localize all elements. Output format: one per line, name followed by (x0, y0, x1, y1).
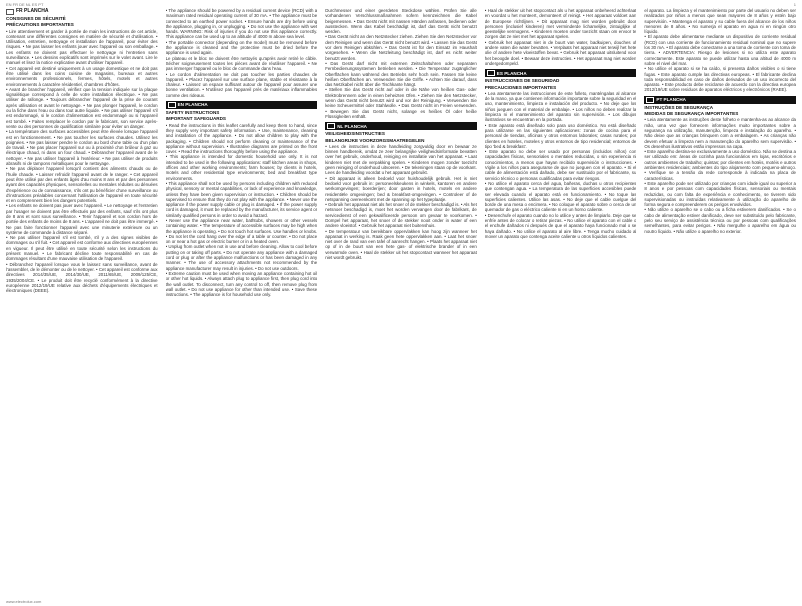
paragraph: • Desenchufe el aparato cuando no lo utilice y antes de limpiarlo. Deje que se enfríe antes de colocar o retirar piezas. • No utilice el aparato con el cable o el enchufe dañados ni después de que el aparato haya funcionado mal o se haya dañado. • No utilice el aparato al aire libre. • Tenga mucho cuidado al mover un aparato que contenga aceite caliente u otros líquidos calientes. (484, 212, 637, 239)
paragraph: • The portable connector (depending on the model) must be removed before the appliance is cleaned and the protective must be dried before the appliance is used again. (165, 39, 318, 56)
paragraph: • Leia atentamente as instruções deste folheto e mantenha-as ao alcance da mão, uma vez que fornecem informações muito importantes sobre a segurança na utilização, manutenção, limpeza e instalação do aparelho. • Não deixe que as crianças brinquem com a embalagem. • As crianças não devem efetuar a limpeza nem a manutenção do aparelho sem supervisão. • Os desenhos ilustrativos estão impressos na capa. (644, 117, 796, 149)
flag-icon (327, 123, 335, 129)
subheading: MEDIDAS DE SEGURANÇA IMPORTANTES (644, 111, 739, 117)
paragraph: • No utilice el aparato cerca del agua, bañeras, duchas u otros recipientes que contengan agua. • La temperatura de las superficies accesibles puede ser elevada cuando el aparato está en funcionamiento. • No toque las superficies calientes. Utilice las asas. • No deje que el cable cuelgue del borde de una mesa o encimera. • No coloque el aparato sobre o cerca de un quemador de gas o eléctrico caliente ni en un horno caliente. (484, 180, 637, 213)
paragraph: • Ne pas utiliser l'appareil s'il est tombé, s'il y a des signes visibles de dommages ou s'il fuit. • Cet appareil est conforme aux directives européennes en vigueur. Il peut être utilisé en toute sécurité selon les instructions du présent manuel. • Le fabricant décline toute responsabilité en cas de dommages résultant d'une mauvaise utilisation de l'appareil. (6, 235, 158, 262)
paragraph: • No utilice el aparato si se ha caído, si presenta daños visibles o si tiene fugas. • Este aparato cumple las directivas europeas. • El fabricante declina toda responsabilidad en caso de daños derivados de un uso incorrecto del aparato. • Este producto debe reciclarse de acuerdo con la directiva europea 2012/19/UE sobre residuos de aparatos eléctricos y electrónicos (RAEE). (644, 66, 796, 93)
paragraph: • This appliance is intended for domestic household use only. It is not intended to be used in the following applications: staff kitchen areas in shops, offices and other working environments; farm houses; by clients in hotels, motels and other residential type environments; bed and breakfast type environments. (165, 154, 318, 181)
paragraph: • Lire attentivement et garder à portée de main les instructions de cet article, contenant une différentes consignes en matière de sécurité et d'utilisation. • Utilisation, entretien, nettoyage et installation de l'appareil, pour éviter des risques. • Ne pas laisser les enfants jouer avec l'appareil ou son emballage. • Les enfants ne doivent pas effectuer le nettoyage ni l'entretien sans surveillance. • Les dessins explicatifs sont imprimés sur le volet avant. Lire le manuel et lisez la notice explicative avant d'utiliser l'appareil. (6, 28, 158, 66)
paragraph: • Gebruik het apparaat niet in de buurt van water, badkuipen, douches of andere vaten die water bevatten. • Verplaats het apparaat niet terwijl het hete olie of andere hete vloeistoffen bevat. • Gebruik het apparaat uitsluitend voor het beoogde doel. • Bewaar deze instructies. • Het apparaat mag niet worden ondergedompeld. (484, 39, 637, 66)
paragraph: • La température des surfaces accessibles peut être élevée lorsque l'appareil est en fonctionnement. • Ne pas toucher les surfaces chaudes. Utilisez les poignées. • Ne pas laisser pendre le cordon au bord d'une table ou d'un plan de travail. • Ne pas placer l'appareil sur ou à proximité d'un brûleur à gaz ou électrique chaud, ni dans un four chaud. • Débrancher l'appareil avant de le nettoyer. • Ne pas utiliser l'appareil à l'extérieur. • Ne pas utiliser de produits abrasifs ni de tampons métalliques pour le nettoyage. (6, 129, 158, 167)
flag-icon (6, 9, 14, 15)
text-column-5 (644, 8, 796, 602)
paragraph: • Never use the appliance near water, bathtubs, showers or other vessels containing water. • The temperature of accessible surfaces may be high when the appliance is operating. • Do not touch hot surfaces. Use handles or knobs. • Do not let the cord hang over the edge of a table or counter. • Do not place on or near a hot gas or electric burner or in a heated oven. (165, 217, 318, 245)
paragraph: • El aparato debe alimentarse mediante un dispositivo de corriente residual (RCD) con una corriente de funcionamiento residual nominal que no supere los 30 mA. • El aparato debe conectarse a una toma de corriente con toma de tierra. • ADVERTENCIA: Riesgo de lesiones si no utiliza este aparato correctamente. Este aparato se puede utilizar hasta una altitud de 4000 m sobre el nivel del mar. (644, 34, 796, 66)
paragraph: • Stellen Sie das Gerät nicht auf oder in die Nähe von heißen Gas- oder Elektrobrennern oder in einen beheizten Ofen. • Ziehen Sie den Netzstecker, wenn das Gerät nicht benutzt wird und vor der Reinigung. • Verwenden Sie keine Scheuermittel oder Stahlwolle. • Das Gerät nicht im Freien verwenden. • Bewegen Sie das Gerät nicht, solange es heißes Öl oder heiße Flüssigkeiten enthält. (325, 87, 477, 119)
subheading: INSTRUÇÕES DE SEGURANÇA (644, 104, 714, 110)
section-title: ES PLANCHA (496, 70, 527, 76)
paragraph: • Este aparelho pode ser utilizado por crianças com idade igual ou superior a 8 anos e por pessoas com capacidades físicas, sensoriais ou mentais reduzidas, ou com falta de experiência e conhecimento, se tiverem sido supervisionadas ou instruídas relativamente à utilização do aparelho de forma segura e compreenderem os perigos envolvidos. (644, 180, 796, 208)
page-footer: www.electrolux.com (6, 599, 42, 604)
section-title: PT PLANCHA (656, 97, 686, 103)
paragraph: • Cet appareil est destiné uniquement à un usage domestique et ne doit pas être utilisé dans les coins cuisine de magasins, bureaux et autres environnements professionnels, fermes, hôtels, motels et autres environnements à caractère résidentiel, chambres d'hôtes. (6, 65, 158, 87)
language-section-band (644, 96, 796, 104)
language-section-band (166, 101, 318, 109)
paragraph: • Este aparelho destina-se exclusivamente a uso doméstico. Não se destina a ser utilizado em: áreas de cozinha para funcionários em lojas, escritórios e outros ambientes de trabalho; quintas; por clientes em hotéis, motéis e outros ambientes residenciais; ambientes do tipo alojamento com pequeno-almoço. • Verifique se a tensão da rede corresponde à indicada na placa de características. (644, 149, 796, 181)
page-number: 1 (793, 2, 796, 7)
paragraph: • Das Gerät darf nicht mit externen Zeitschaltuhren oder separaten Fernbedienungssystemen betrieben werden. • Die Temperatur zugänglicher Oberflächen kann während des Betriebs sehr hoch sein. Fassen Sie keine heißen Oberflächen an. Verwenden Sie die Griffe. • Achten Sie darauf, dass das Netzkabel nicht über die Tischkante hängt. (325, 60, 477, 88)
paragraph: • Unplug from outlet when not in use and before cleaning. Allow to cool before putting on or taking off parts. • Do not operate any appliance with a damaged cord or plug or after the appliance malfunctions or has been damaged in any manner. • The use of accessory attachments not recommended by the appliance manufacturer may result in injuries. • Do not use outdoors. (165, 244, 318, 271)
paragraph: • Lea atentamente las instrucciones de este folleto, manténgalas al alcance de la mano, ya que contienen información importante sobre la seguridad en el uso, mantenimiento, limpieza e instalación del producto. • No deje que los niños jueguen con el material de embalaje. • Los niños no deben realizar la limpieza ni el mantenimiento del aparato sin supervisión. • Los dibujos ilustrativos se encuentran en la portada. (484, 90, 637, 123)
paragraph: • Este aparato no debe ser usado por personas (incluidos niños) con capacidades físicas, sensoriales o mentales reducidas, o sin experiencia ni conocimientos, a menos que hayan recibido supervisión o instrucciones. • Vigile a los niños para asegurarse de que no jueguen con el aparato. • Si el cable de alimentación está dañado, debe ser sustituido por el fabricante, su servicio técnico o personas cualificadas para evitar riesgos. (484, 149, 637, 181)
header-languages: EN FR DE NL ES PT (6, 2, 44, 7)
paragraph: • Débranchez l'appareil lorsque vous le laissez sans surveillance, avant de l'assembler, de le démonter ou de le nettoyer. • Cet appareil est conforme aux directives 2014/35/UE, 2014/30/UE, 2011/65/UE, 2009/125/CE, 1935/2004/CE. • Le produit doit être recyclé conformément à la directive européenne 2012/19/UE relative aux déchets d'équipements électriques et électroniques (DEEE). (6, 261, 158, 294)
text-column-4 (485, 8, 637, 602)
flag-icon (646, 97, 654, 103)
subheading: PRECAUCIONES IMPORTANTES (484, 84, 557, 90)
paragraph: Durchmesser und einer geerdeten Steckdose wählen. Prüfen Sie alle vorhandenen Verschlussmaßnahmen sofern kennzeichnen die Kabel beigemessen. • Das Gerät nicht mit nassen Händen anfassen, bedienen oder ausstecken. Wenn das Kabel beschädigt ist, darf das Gerät nicht benutzt werden. (325, 8, 477, 35)
language-section-band (485, 69, 637, 77)
paragraph: • Le cordon d'alimentation ne doit pas toucher les parties chaudes de l'appareil. • Placez l'appareil sur une surface plane, stable et résistante à la chaleur. • Laissez un espace suffisant autour de l'appareil pour assurer une bonne ventilation. • N'utilisez pas l'appareil près de matériaux inflammables comme des rideaux. (165, 71, 318, 98)
paragraph: • Este aparato está diseñado solo para uso doméstico. No está diseñado para utilizarse en las siguientes aplicaciones: zonas de cocina para el personal de tiendas, oficinas y otros entornos laborales; casas rurales; por clientes en hoteles, moteles y otros entornos de tipo residencial; entornos de tipo 'bed & breakfast'. (484, 122, 637, 149)
paragraph: • This appliance shall not be used by persons including children with reduced physical, sensory or mental capabilities, or lack of experience and knowledge, unless they have been given supervision or instruction. • Children should be supervised to ensure that they do not play with the appliance. • Never use the appliance if the power supply cable or plug is damaged. • If the power supply cord is damaged, it must be replaced by the manufacturer, its service agent or similarly qualified persons in order to avoid a hazard. (165, 180, 318, 218)
paragraph: • Les enfants ne doivent pas jouer avec l'appareil. • Le nettoyage et l'entretien par l'usager ne doivent pas être effectués par des enfants, sauf s'ils ont plus de 8 ans et sont sous surveillance. • Tenir l'appareil et son cordon hors de portée des enfants de moins de 8 ans. • L'appareil ne doit pas être immergé. • Ne pas faire fonctionner l'appareil avec une minuterie extérieure ou un système de commande à distance séparé. (6, 203, 158, 235)
section-heading (6, 9, 158, 15)
paragraph: • Das Gerät nicht an den Netzstecker ziehen. Ziehen Sie den Netzstecker vor dem Reinigen und wenn das Gerät nicht benutzt wird. • Lassen Sie das Gerät vor dem Reinigen abkühlen. • Das Gerät ist für den Einsatz im Haushalt vorgesehen. • Wenn die Netzleitung beschädigt ist, darf es nicht weiter benutzt werden. (325, 34, 477, 61)
paragraph: Le plateau et le bloc ne doivent être nettoyés qu'après avoir retiré le câble. Sécher soigneusement toutes les pièces avant de réutiliser l'appareil. • Ne pas immerger l'appareil ou le bloc de commande dans l'eau. (165, 55, 318, 72)
paragraph: • Ne pas déplacer l'appareil lorsqu'il contient des aliments chauds ou de l'huile chaude. • Laisser refroidir l'appareil avant de le ranger. • Cet appareil peut être utilisé par des enfants âgés d'au moins 8 ans et par des personnes ayant des capacités physiques, sensorielles ou mentales réduites ou dénuées d'expérience ou de connaissance, s'ils ont pu bénéficier d'une surveillance ou d'instructions préalables concernant l'utilisation de l'appareil en toute sécurité et en comprennent bien les dangers potentiels. (6, 166, 158, 204)
language-section-band (325, 122, 477, 130)
paragraph: • Lees de instructies in deze handleiding zorgvuldig door en bewaar ze binnen handbereik, omdat ze zeer belangrijke veiligheidsinformatie bevatten over het gebruik, onderhoud, reiniging en installatie van het apparaat. • Laat kinderen niet met de verpakking spelen. • Kinderen mogen zonder toezicht geen reiniging of onderhoud uitvoeren. • De tekeningen staan op de voorkant. Lees de handleiding voordat u het apparaat gebruikt. (325, 143, 477, 176)
text-column-2 (166, 8, 318, 602)
subheading: CONSIGNES DE SÉCURITÉ (6, 16, 66, 21)
section-title: FR PLANCHA (16, 8, 49, 15)
paragraph: • Não utilize o aparelho se o cabo ou a ficha estiverem danificados. • Se o cabo de alimentação estiver danificado, deve ser substituído pelo fabricante, pelo seu serviço de assistência técnica ou por pessoas com qualificações semelhantes, para evitar perigos. • Não mergulhe o aparelho em água ou noutro líquido. • Não utilize o aparelho no exterior. (644, 207, 796, 234)
subheading: IMPORTANT SAFEGUARDS (165, 116, 226, 122)
paragraph: • Dit apparaat is alleen bedoeld voor huishoudelijk gebruik. Het is niet bedoeld voor gebruik in: personeelskeukens in winkels, kantoren en andere werkomgevingen; boerderijen; door gasten in hotels, motels en andere residentiële omgevingen; bed & breakfast-omgevingen. • Controleer of de netspanning overeenkomt met de spanning op het typeplaatje. (325, 175, 477, 202)
flag-icon (168, 102, 176, 108)
subheading: PRÉCAUTIONS IMPORTANTES (6, 22, 74, 28)
subheading: INSTRUCCIONES DE SEGURIDAD (484, 78, 560, 84)
paragraph: el aparato. La limpieza y el mantenimiento por parte del usuario no deben ser realizados por niños a menos que sean mayores de 8 años y estén bajo supervisión. • Mantenga el aparato y su cable fuera del alcance de los niños menores de 8 años. • No sumerja el aparato en agua ni en ningún otro líquido. (644, 8, 796, 35)
text-column-3 (325, 8, 477, 602)
paragraph: • The appliance should be powered by a residual current device (RCD) with a maximum rated residual operating current of 30 mA. • The appliance must be connected to an earthed power socket. • Ensure hands are dry before using the appliance, plugging in, or unplugging. • Do not use the appliance with wet hands. WARNING: Risk of injuries if you do not use this appliance correctly. This appliance can be used up to an altitude of 4000 m above sea level. (165, 8, 318, 40)
section-title: EN PLANCHA (177, 102, 208, 108)
subheading: VEILIGHEIDSINSTRUCTIES (325, 131, 385, 137)
text-column-1 (6, 8, 158, 602)
paragraph: • De temperatuur van bereikbare oppervlakken kan hoog zijn wanneer het apparaat in werking is. Raak geen hete oppervlakken aan. • Laat het snoer niet over de rand van een tafel of aanrecht hangen. • Plaats het apparaat niet op of in de buurt van een hete gas- of elektrische brander of in een verwarmde oven. • Haal de stekker uit het stopcontact wanneer het apparaat niet wordt gebruikt. (325, 228, 477, 261)
subheading: SAFETY INSTRUCTIONS (165, 110, 220, 116)
paragraph: • Gebruik het apparaat niet als het snoer of de stekker beschadigd is. • Als het netsnoer beschadigd is, moet het worden vervangen door de fabrikant, de servicedienst of een gekwalificeerde persoon om gevaar te voorkomen. • Dompel het apparaat, het snoer of de stekker nooit onder in water of een andere vloeistof. • Gebruik het apparaat niet buitenshuis. (325, 202, 477, 229)
paragraph: • Avant de brancher l'appareil, vérifiez que la tension indiquée sur la plaque signalétique correspond à celle de votre installation électrique. • Ne pas utiliser de rallonge. • Toujours débrancher l'appareil de la prise de courant après utilisation et avant le nettoyage. • Ne pas plonger l'appareil, le cordon ou la fiche dans l'eau ou dans tout autre liquide. • Ne pas utiliser l'appareil s'il est endommagé, si le cordon d'alimentation est endommagé ou si l'appareil est tombé. • Faites remplacer le cordon par le fabricant, son service après-vente ou des personnes de qualification similaire pour éviter un danger. (6, 86, 158, 129)
paragraph: • Read the instructions in this leaflet carefully and keep them to hand, since they supply very important safety information. • Use, maintenance, cleaning and installation of the appliance. • Do not allow children to play with the packaging. • Children should not perform cleaning or maintenance of the appliance without supervision. • Illustrative diagrams are printed on the front cover. • Read the instructions thoroughly before using the appliance. (165, 122, 318, 155)
subheading: BELANGRIJKE VOORZORGSMAATREGELEN (325, 137, 425, 143)
flag-icon (487, 70, 495, 76)
paragraph: • Haal de stekker uit het stopcontact als u het apparaat onbeheerd achterlaat en voordat u het monteert, demonteert of reinigt. • Het apparaat voldoet aan de Europese richtlijnen. • Dit apparaat mag niet worden gebruikt door personen (inclusief kinderen) met verminderde lichamelijke, zintuiglijke of geestelijke vermogens. • Kinderen moeten onder toezicht staan om ervoor te zorgen dat ze niet met het apparaat spelen. (484, 8, 637, 40)
paragraph: • Extreme caution must be used when moving an appliance containing hot oil or other hot liquids. • Always attach plug to appliance first, then plug cord into the wall outlet. To disconnect, turn any control to off, then remove plug from wall outlet. • Do not use appliance for other than intended use. • Save these instructions. • The appliance is for household use only. (165, 270, 318, 298)
manual-columns (6, 8, 796, 602)
section-title: NL PLANCHA (337, 123, 367, 129)
